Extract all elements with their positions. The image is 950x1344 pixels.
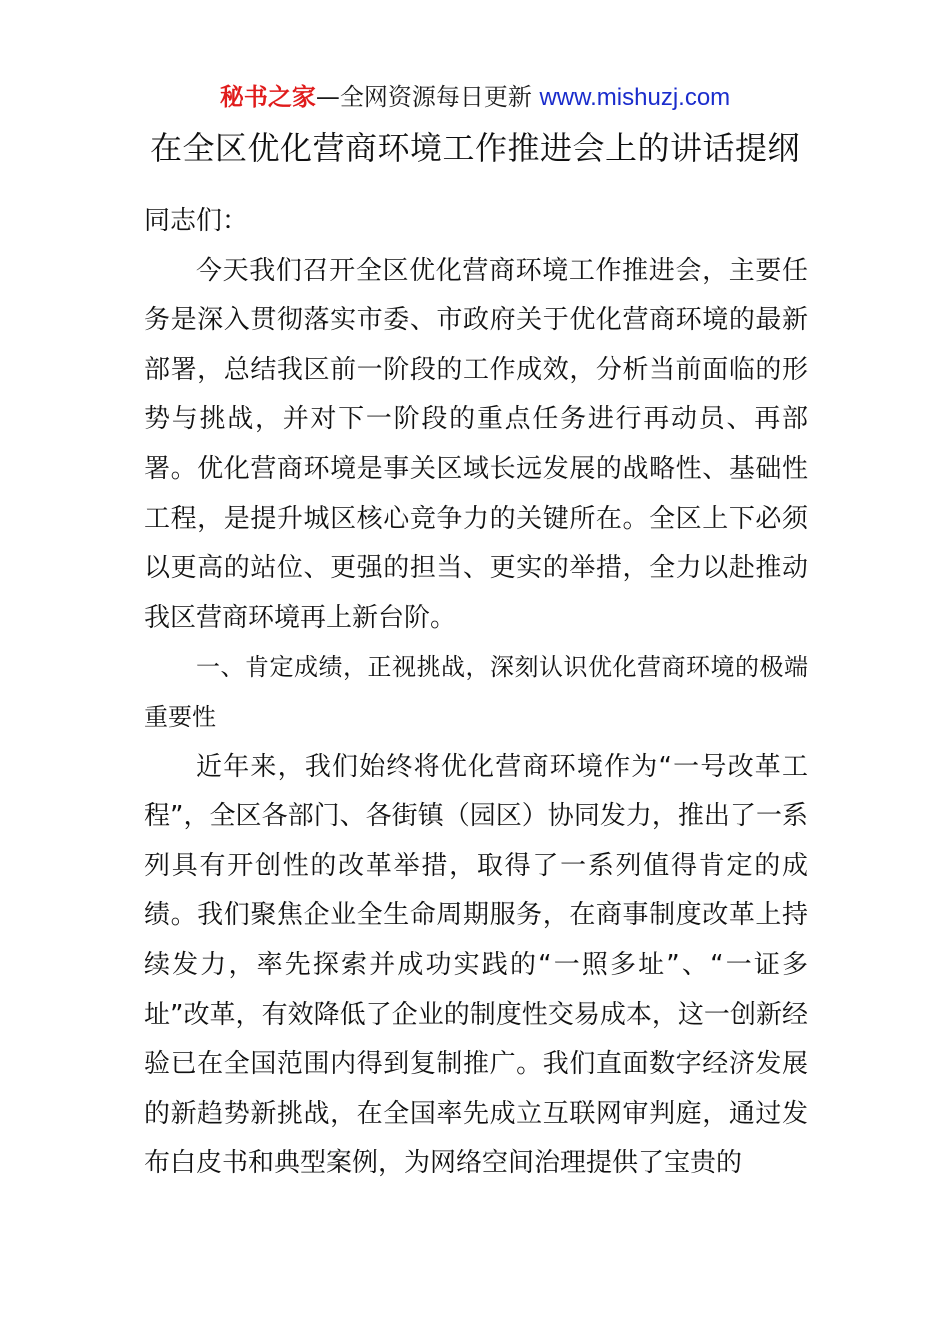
document-body [144,197,808,1189]
body-paragraph: 今天我们召开全区优化营商环境工作推进会，主要任务是深入贯彻落实市委、市政府关于优化营商环境的最新部署，总结我区前一阶段的工作成效，分析当前面临的形势与挑战，并对下一阶段的重点任务进行再动员、再部署。优化营商环境是事关区域长远发展的战略性、基础性工程，是提升城区核心竞争力的关键所在。全区上下必须以更高的站位、更强的担当、更实的举措，全力以赴推动我区营商环境再上新台阶。 [144,255,808,633]
site-header [0,82,950,113]
site-name: 秘书之家 [219,83,316,111]
section-paragraph: 近年来，我们始终将优化营商环境作为“一号改革工程”，全区各部门、各街镇（园区）协同发力，推出了一系列具有开创性的改革举措，取得了一系列值得肯定的成绩。我们聚焦企业全生命周期服务，在商事制度改革上持续发力，率先探索并成功实践的“一照多址”、“一证多址”改革，有效降低了企业的制度性交易成本，这一创新经验已在全国范围内得到复制推广。我们直面数字经济发展的新趋势新挑战，在全国率先成立互联网审判庭，通过发布白皮书和典型案例，为网络空间治理提供了宝贵的 [144,751,808,1179]
site-url-link[interactable]: www.mishuzj.com [539,84,731,111]
section-heading: 一、肯定成绩，正视挑战，深刻认识优化营商环境的极端重要性 [144,653,808,731]
document-title: 在全区优化营商环境工作推进会上的讲话提纲 [149,129,800,167]
salutation: 同志们： [144,206,249,236]
site-tagline: —全网资源每日更新 [315,83,532,111]
